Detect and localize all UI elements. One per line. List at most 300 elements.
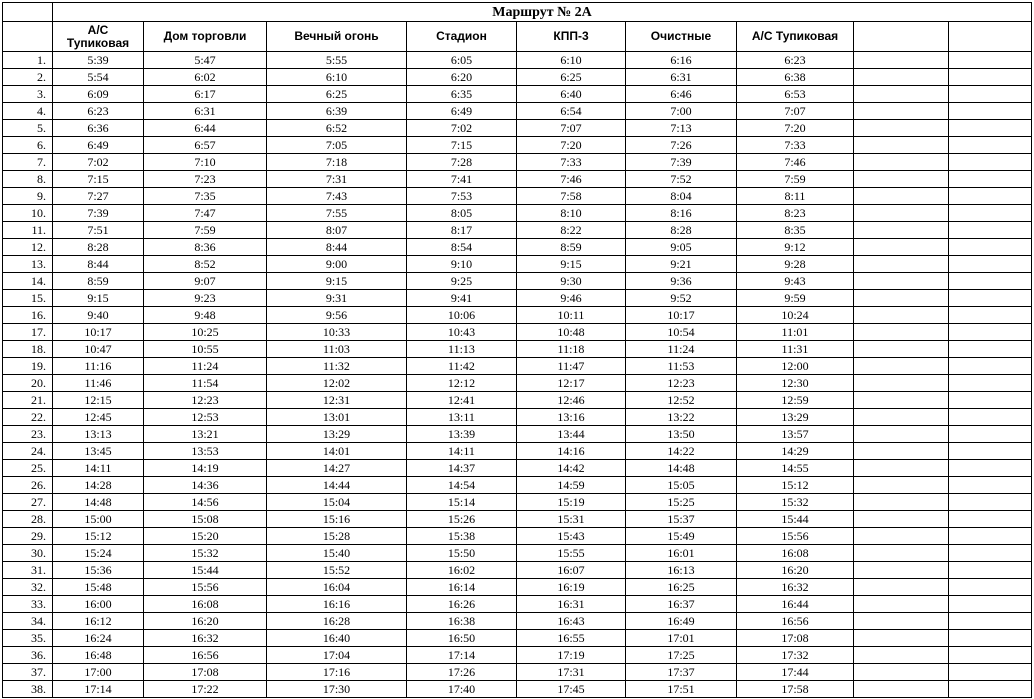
time-cell: 14:37	[407, 460, 517, 477]
time-cell: 11:31	[737, 341, 854, 358]
time-cell	[854, 545, 949, 562]
time-cell	[949, 664, 1032, 681]
time-cell	[854, 205, 949, 222]
time-cell: 14:59	[517, 477, 626, 494]
row-number: 28.	[3, 511, 53, 528]
time-cell: 13:13	[53, 426, 144, 443]
time-cell: 16:12	[53, 613, 144, 630]
time-cell: 17:32	[737, 647, 854, 664]
time-cell	[854, 443, 949, 460]
table-row	[3, 188, 1032, 205]
time-cell	[949, 511, 1032, 528]
table-row	[3, 358, 1032, 375]
time-cell: 11:13	[407, 341, 517, 358]
time-cell: 7:20	[737, 120, 854, 137]
time-cell: 5:55	[267, 52, 407, 69]
table-row	[3, 562, 1032, 579]
time-cell: 15:04	[267, 494, 407, 511]
time-cell: 15:43	[517, 528, 626, 545]
table-row	[3, 545, 1032, 562]
time-cell: 13:39	[407, 426, 517, 443]
time-cell: 17:45	[517, 681, 626, 698]
column-header-6: Очистные	[626, 22, 737, 52]
row-number: 1.	[3, 52, 53, 69]
time-cell: 7:59	[144, 222, 267, 239]
time-cell: 8:22	[517, 222, 626, 239]
time-cell: 16:02	[407, 562, 517, 579]
time-cell: 15:24	[53, 545, 144, 562]
time-cell	[949, 239, 1032, 256]
column-header-7: А/С Тупиковая	[737, 22, 854, 52]
time-cell: 10:43	[407, 324, 517, 341]
time-cell: 6:54	[517, 103, 626, 120]
row-number: 16.	[3, 307, 53, 324]
time-cell: 6:09	[53, 86, 144, 103]
time-cell: 8:11	[737, 188, 854, 205]
time-cell: 17:16	[267, 664, 407, 681]
row-number: 27.	[3, 494, 53, 511]
time-cell: 15:12	[53, 528, 144, 545]
row-number: 38.	[3, 681, 53, 698]
time-cell: 8:59	[517, 239, 626, 256]
time-cell: 7:13	[626, 120, 737, 137]
time-cell: 16:55	[517, 630, 626, 647]
time-cell	[854, 579, 949, 596]
time-cell: 7:39	[53, 205, 144, 222]
time-cell: 15:16	[267, 511, 407, 528]
time-cell: 16:00	[53, 596, 144, 613]
time-cell: 7:23	[144, 171, 267, 188]
time-cell: 8:04	[626, 188, 737, 205]
time-cell: 9:40	[53, 307, 144, 324]
time-cell: 6:49	[407, 103, 517, 120]
time-cell: 16:37	[626, 596, 737, 613]
time-cell	[854, 528, 949, 545]
time-cell: 9:07	[144, 273, 267, 290]
time-cell: 17:26	[407, 664, 517, 681]
time-cell: 6:40	[517, 86, 626, 103]
row-number-header	[3, 22, 53, 52]
time-cell	[949, 477, 1032, 494]
time-cell: 13:01	[267, 409, 407, 426]
time-cell: 7:31	[267, 171, 407, 188]
row-number: 19.	[3, 358, 53, 375]
table-row	[3, 171, 1032, 188]
schedule-body	[3, 52, 1032, 698]
row-number: 8.	[3, 171, 53, 188]
time-cell: 14:28	[53, 477, 144, 494]
time-cell: 7:52	[626, 171, 737, 188]
row-number: 18.	[3, 341, 53, 358]
time-cell: 9:21	[626, 256, 737, 273]
time-cell	[854, 409, 949, 426]
time-cell: 6:49	[53, 137, 144, 154]
time-cell: 12:02	[267, 375, 407, 392]
time-cell: 6:31	[626, 69, 737, 86]
time-cell: 9:00	[267, 256, 407, 273]
time-cell	[949, 52, 1032, 69]
time-cell: 9:48	[144, 307, 267, 324]
time-cell: 13:57	[737, 426, 854, 443]
time-cell: 10:17	[626, 307, 737, 324]
row-number: 29.	[3, 528, 53, 545]
time-cell	[854, 324, 949, 341]
time-cell: 15:37	[626, 511, 737, 528]
time-cell: 14:22	[626, 443, 737, 460]
time-cell: 7:55	[267, 205, 407, 222]
time-cell	[949, 205, 1032, 222]
time-cell: 9:23	[144, 290, 267, 307]
time-cell: 6:23	[53, 103, 144, 120]
time-cell: 7:35	[144, 188, 267, 205]
row-number: 32.	[3, 579, 53, 596]
time-cell: 15:55	[517, 545, 626, 562]
time-cell	[949, 103, 1032, 120]
time-cell: 8:17	[407, 222, 517, 239]
time-cell: 15:44	[144, 562, 267, 579]
time-cell: 9:05	[626, 239, 737, 256]
time-cell	[949, 171, 1032, 188]
table-row	[3, 324, 1032, 341]
time-cell	[949, 443, 1032, 460]
time-cell: 9:28	[737, 256, 854, 273]
time-cell: 7:05	[267, 137, 407, 154]
time-cell: 10:24	[737, 307, 854, 324]
time-cell: 9:25	[407, 273, 517, 290]
time-cell: 7:18	[267, 154, 407, 171]
time-cell: 7:10	[144, 154, 267, 171]
time-cell	[854, 120, 949, 137]
time-cell	[854, 375, 949, 392]
time-cell: 9:12	[737, 239, 854, 256]
time-cell: 15:52	[267, 562, 407, 579]
time-cell: 17:22	[144, 681, 267, 698]
time-cell: 7:51	[53, 222, 144, 239]
time-cell: 8:16	[626, 205, 737, 222]
time-cell: 7:02	[53, 154, 144, 171]
time-cell: 15:14	[407, 494, 517, 511]
time-cell: 7:46	[737, 154, 854, 171]
time-cell: 11:47	[517, 358, 626, 375]
time-cell: 15:32	[737, 494, 854, 511]
time-cell: 8:28	[53, 239, 144, 256]
column-header-8	[854, 22, 949, 52]
time-cell: 14:55	[737, 460, 854, 477]
time-cell	[854, 647, 949, 664]
time-cell: 16:13	[626, 562, 737, 579]
time-cell	[949, 307, 1032, 324]
time-cell: 10:33	[267, 324, 407, 341]
time-cell: 5:47	[144, 52, 267, 69]
table-row	[3, 273, 1032, 290]
table-row	[3, 137, 1032, 154]
row-number: 7.	[3, 154, 53, 171]
time-cell: 9:52	[626, 290, 737, 307]
time-cell	[854, 154, 949, 171]
time-cell	[949, 188, 1032, 205]
time-cell: 10:25	[144, 324, 267, 341]
time-cell: 15:44	[737, 511, 854, 528]
time-cell	[949, 358, 1032, 375]
time-cell: 6:36	[53, 120, 144, 137]
time-cell: 16:32	[144, 630, 267, 647]
time-cell: 5:39	[53, 52, 144, 69]
row-number: 12.	[3, 239, 53, 256]
time-cell: 14:56	[144, 494, 267, 511]
time-cell: 14:11	[53, 460, 144, 477]
time-cell	[854, 630, 949, 647]
time-cell: 6:44	[144, 120, 267, 137]
time-cell: 16:38	[407, 613, 517, 630]
time-cell	[949, 545, 1032, 562]
column-header-1: А/С Тупиковая	[53, 22, 144, 52]
time-cell: 11:18	[517, 341, 626, 358]
time-cell: 17:44	[737, 664, 854, 681]
column-header-9	[949, 22, 1032, 52]
table-row	[3, 664, 1032, 681]
time-cell	[854, 86, 949, 103]
row-number: 10.	[3, 205, 53, 222]
time-cell: 15:26	[407, 511, 517, 528]
time-cell: 10:54	[626, 324, 737, 341]
table-row	[3, 120, 1032, 137]
table-row	[3, 426, 1032, 443]
time-cell: 12:41	[407, 392, 517, 409]
row-number: 11.	[3, 222, 53, 239]
time-cell: 13:29	[737, 409, 854, 426]
time-cell: 16:40	[267, 630, 407, 647]
row-number: 31.	[3, 562, 53, 579]
time-cell: 9:59	[737, 290, 854, 307]
time-cell	[854, 239, 949, 256]
time-cell: 11:03	[267, 341, 407, 358]
time-cell: 8:52	[144, 256, 267, 273]
table-row	[3, 460, 1032, 477]
time-cell	[854, 494, 949, 511]
time-cell: 11:53	[626, 358, 737, 375]
row-number: 33.	[3, 596, 53, 613]
time-cell: 12:53	[144, 409, 267, 426]
time-cell	[949, 630, 1032, 647]
time-cell: 11:54	[144, 375, 267, 392]
table-row	[3, 154, 1032, 171]
time-cell	[949, 86, 1032, 103]
table-row	[3, 307, 1032, 324]
table-row	[3, 256, 1032, 273]
time-cell: 16:20	[144, 613, 267, 630]
time-cell	[854, 222, 949, 239]
time-cell: 6:23	[737, 52, 854, 69]
time-cell	[854, 358, 949, 375]
time-cell	[854, 52, 949, 69]
table-row	[3, 52, 1032, 69]
table-row	[3, 596, 1032, 613]
table-row	[3, 630, 1032, 647]
table-row	[3, 647, 1032, 664]
time-cell: 7:20	[517, 137, 626, 154]
time-cell: 17:30	[267, 681, 407, 698]
time-cell: 9:56	[267, 307, 407, 324]
time-cell: 9:15	[53, 290, 144, 307]
time-cell: 13:29	[267, 426, 407, 443]
time-cell: 10:48	[517, 324, 626, 341]
time-cell	[854, 307, 949, 324]
time-cell: 14:48	[53, 494, 144, 511]
time-cell: 12:12	[407, 375, 517, 392]
time-cell: 17:14	[407, 647, 517, 664]
time-cell: 8:36	[144, 239, 267, 256]
time-cell: 16:04	[267, 579, 407, 596]
time-cell: 17:08	[737, 630, 854, 647]
time-cell: 17:04	[267, 647, 407, 664]
header-row	[3, 22, 1032, 52]
time-cell	[949, 137, 1032, 154]
time-cell: 8:44	[53, 256, 144, 273]
time-cell: 6:35	[407, 86, 517, 103]
time-cell: 11:24	[144, 358, 267, 375]
time-cell: 6:10	[267, 69, 407, 86]
time-cell: 11:24	[626, 341, 737, 358]
time-cell: 12:31	[267, 392, 407, 409]
time-cell: 12:45	[53, 409, 144, 426]
time-cell: 6:38	[737, 69, 854, 86]
time-cell: 13:50	[626, 426, 737, 443]
time-cell	[854, 426, 949, 443]
time-cell: 9:46	[517, 290, 626, 307]
table-row	[3, 613, 1032, 630]
row-number: 30.	[3, 545, 53, 562]
time-cell	[949, 341, 1032, 358]
time-cell: 7:28	[407, 154, 517, 171]
time-cell: 16:26	[407, 596, 517, 613]
corner-cell	[3, 3, 53, 22]
time-cell: 17:14	[53, 681, 144, 698]
time-cell: 7:27	[53, 188, 144, 205]
time-cell: 14:11	[407, 443, 517, 460]
time-cell	[949, 528, 1032, 545]
time-cell: 7:07	[737, 103, 854, 120]
time-cell: 16:19	[517, 579, 626, 596]
time-cell: 12:52	[626, 392, 737, 409]
time-cell: 6:25	[517, 69, 626, 86]
time-cell: 6:17	[144, 86, 267, 103]
time-cell	[854, 273, 949, 290]
time-cell: 13:16	[517, 409, 626, 426]
time-cell	[949, 647, 1032, 664]
time-cell: 14:29	[737, 443, 854, 460]
row-number: 15.	[3, 290, 53, 307]
time-cell: 13:53	[144, 443, 267, 460]
time-cell: 10:47	[53, 341, 144, 358]
table-row	[3, 222, 1032, 239]
time-cell	[949, 426, 1032, 443]
time-cell	[949, 154, 1032, 171]
time-cell: 16:56	[737, 613, 854, 630]
time-cell: 17:58	[737, 681, 854, 698]
time-cell: 11:32	[267, 358, 407, 375]
time-cell	[949, 120, 1032, 137]
time-cell: 6:57	[144, 137, 267, 154]
time-cell: 16:07	[517, 562, 626, 579]
time-cell: 8:28	[626, 222, 737, 239]
time-cell: 11:42	[407, 358, 517, 375]
time-cell: 16:43	[517, 613, 626, 630]
column-header-2: Дом торговли	[144, 22, 267, 52]
time-cell	[854, 188, 949, 205]
time-cell: 13:22	[626, 409, 737, 426]
time-cell: 12:15	[53, 392, 144, 409]
time-cell: 9:30	[517, 273, 626, 290]
time-cell: 16:44	[737, 596, 854, 613]
time-cell: 16:20	[737, 562, 854, 579]
time-cell: 7:00	[626, 103, 737, 120]
time-cell: 9:36	[626, 273, 737, 290]
time-cell: 8:54	[407, 239, 517, 256]
time-cell: 6:05	[407, 52, 517, 69]
time-cell	[949, 375, 1032, 392]
time-cell: 8:05	[407, 205, 517, 222]
time-cell: 8:23	[737, 205, 854, 222]
time-cell: 15:25	[626, 494, 737, 511]
time-cell	[854, 137, 949, 154]
time-cell: 9:10	[407, 256, 517, 273]
time-cell: 16:01	[626, 545, 737, 562]
time-cell	[854, 681, 949, 698]
table-row	[3, 477, 1032, 494]
time-cell: 6:25	[267, 86, 407, 103]
table-row	[3, 443, 1032, 460]
time-cell	[949, 681, 1032, 698]
time-cell: 6:20	[407, 69, 517, 86]
time-cell: 17:08	[144, 664, 267, 681]
time-cell	[854, 392, 949, 409]
time-cell: 6:10	[517, 52, 626, 69]
row-number: 35.	[3, 630, 53, 647]
time-cell: 15:19	[517, 494, 626, 511]
time-cell	[949, 494, 1032, 511]
row-number: 25.	[3, 460, 53, 477]
time-cell: 16:48	[53, 647, 144, 664]
time-cell: 8:10	[517, 205, 626, 222]
time-cell: 17:01	[626, 630, 737, 647]
time-cell: 7:58	[517, 188, 626, 205]
time-cell: 14:01	[267, 443, 407, 460]
table-row	[3, 103, 1032, 120]
column-header-3: Вечный огонь	[267, 22, 407, 52]
time-cell: 7:26	[626, 137, 737, 154]
time-cell: 15:00	[53, 511, 144, 528]
time-cell: 8:07	[267, 222, 407, 239]
time-cell: 10:06	[407, 307, 517, 324]
table-row	[3, 494, 1032, 511]
time-cell	[854, 596, 949, 613]
time-cell: 16:49	[626, 613, 737, 630]
time-cell: 16:14	[407, 579, 517, 596]
time-cell	[854, 562, 949, 579]
time-cell: 7:41	[407, 171, 517, 188]
row-number: 24.	[3, 443, 53, 460]
table-row	[3, 290, 1032, 307]
time-cell: 12:30	[737, 375, 854, 392]
row-number: 34.	[3, 613, 53, 630]
time-cell: 17:00	[53, 664, 144, 681]
table-row	[3, 205, 1032, 222]
time-cell: 16:56	[144, 647, 267, 664]
time-cell: 16:08	[737, 545, 854, 562]
time-cell: 15:20	[144, 528, 267, 545]
time-cell	[949, 613, 1032, 630]
row-number: 9.	[3, 188, 53, 205]
